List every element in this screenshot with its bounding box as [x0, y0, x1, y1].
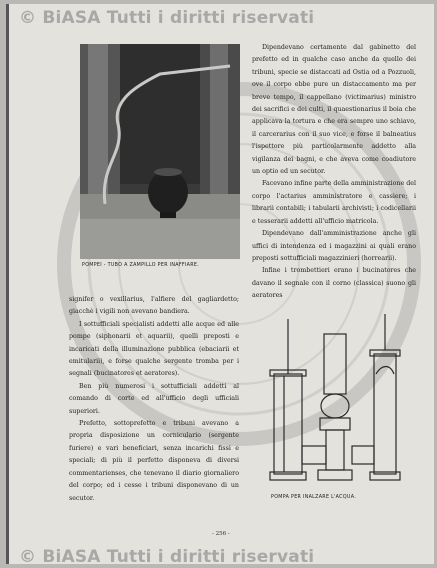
watermark-bottom: © BiASA Tutti i diritti riservati — [19, 547, 315, 567]
paragraph: signifer o vexillarius, l'alfiere del gagliardetto; giacchè i vigili non avevano bandiera. — [69, 296, 239, 316]
diagram-caption: POMPA PER INALZARE L'ACQUA. — [271, 495, 357, 500]
photo-fountain-pipe — [80, 44, 240, 259]
page-number: - 256 - — [212, 531, 230, 537]
book-page — [6, 4, 434, 567]
photo-caption: POMPEI - TUBO A ZAMPILLO PER INAFFIARE. — [82, 263, 200, 268]
pump-diagram — [264, 314, 414, 494]
paragraph: Facevano infine parte della amministrazione del corpo l'actarius amministratore e cassiere; i librarii contabili; i tabularii archivisti; i codicellarii e tesserarii addetti all'ufficio matricola. — [252, 180, 416, 225]
paragraph: Ben più numerosi i sottufficiali addetti al comando di corte ed all'ufficio degli ufficiali superiori. — [69, 382, 239, 415]
paragraph: Infine i trombettieri erano i bucinatores che davano il segnale con il corno (classica) suono gli aeratores — [252, 267, 416, 300]
paragraph: Dipendevano dall'amministrazione anche gli uffici di intendenza ed i magazzini ai quali erano preposti sottufficiali magazzinieri (horrearii). — [252, 230, 416, 262]
paragraph: I sottufficiali specialisti addetti alle acque ed alle pompe (siphonarii et aquarii), quelli preposti e incaricati della illuminazione pubblica (ebaciarii et emitularii), e forse qualche sergente tromba per i segnali (bucinatores et aeratores). — [69, 320, 239, 378]
paragraph: Prefetto, sottoprefetto e tribuni avevano a propria disposizione un corniculario (sergente furiere) e vari beneficiari, senza incarichi fissi e speciali; di più il perfetto disponeva di diversi commentarienses, che tenevano il diario giornaliero del corpo; ed i cesse i tribuni disponevano di un secutor. — [69, 420, 239, 502]
paragraph: Dipendevano certamente dal gabinetto del prefetto ed in qualche caso anche da quello dei tribuni, specie se distaccati ad Ostia od a Pozzuoli, ove il corpo ebbe pure un distaccamento ma per breve tempo, il cappellano (victimarius) ministro dei sacrifici e dei culti, il quaestionarius il boia che applicava la tortura e che era sempre uno schiavo, il carcerarius con il suo vice, e forse il balneatius l'ispettore più particolarmente addetto alla vigilanza dei bagni, e che aveva come coadiutore un optio ed un secutor. — [252, 44, 416, 176]
left-text-column — [69, 294, 239, 505]
watermark-top: © BiASA Tutti i diritti riservati — [19, 8, 315, 28]
right-text-column — [252, 42, 416, 303]
